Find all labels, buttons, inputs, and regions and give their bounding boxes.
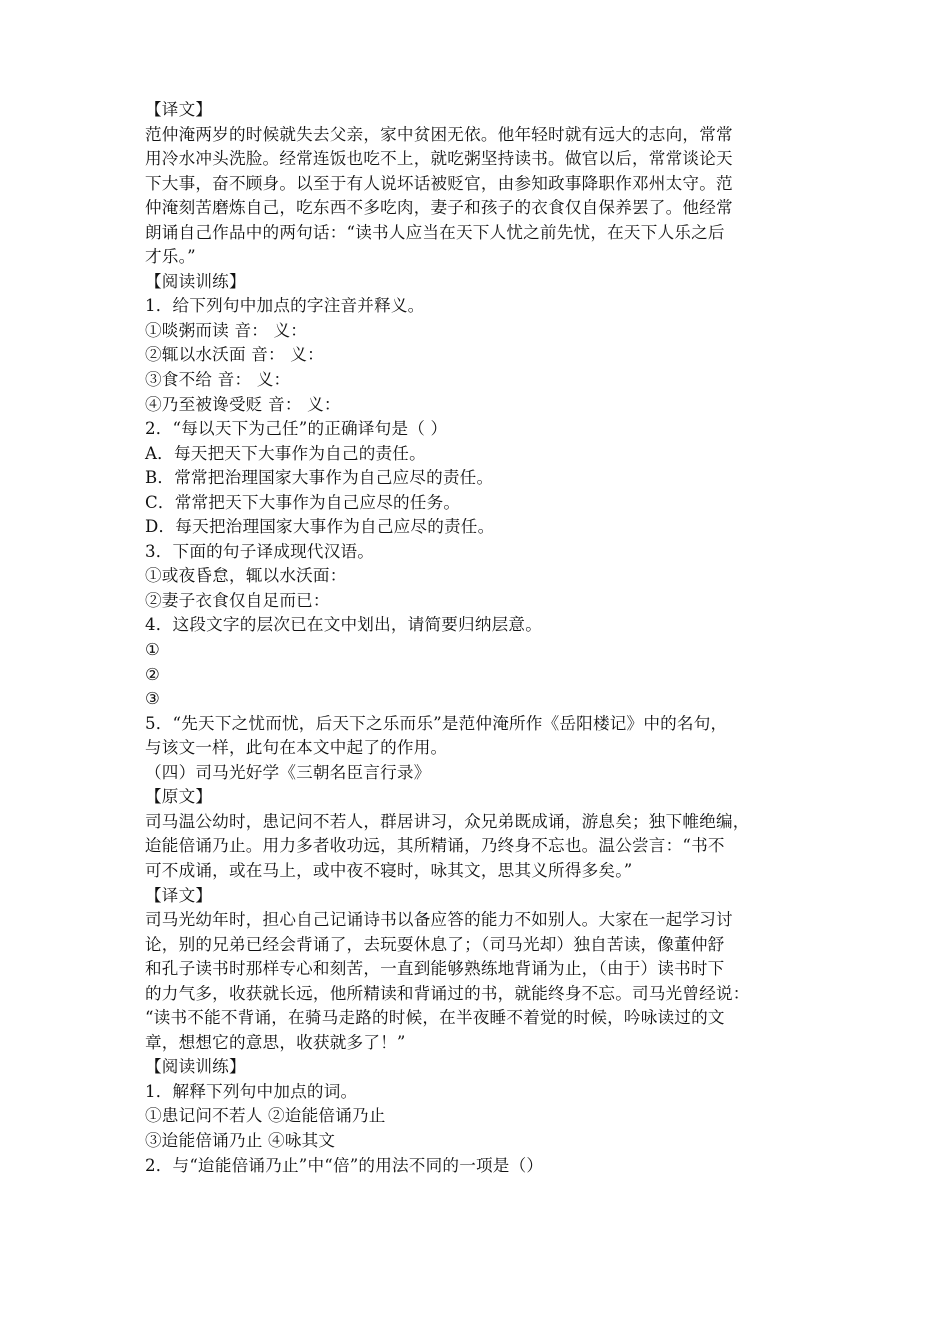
paragraph-line: 司马光幼年时，担心自己记诵诗书以备应答的能力不如别人。大家在一起学习讨 [145,910,733,930]
paragraph-line: 朗诵自己作品中的两句话：“读书人应当在天下人忧之前先忧，在天下人乐之后 [145,222,725,242]
paragraph-line: 和孔子读书时那样专心和刻苦，一直到能够熟练地背诵为止，（由于）读书时下 [145,959,725,979]
option-line: B．常常把治理国家大事作为自己应尽的责任。 [145,468,494,488]
option-line: C．常常把天下大事作为自己应尽的任务。 [145,492,461,512]
section-heading-original: 【原文】 [145,787,213,807]
question-line: ③迨能倍诵乃止 ④咏其文 [145,1130,336,1150]
paragraph-line: 范仲淹两岁的时候就失去父亲，家中贫困无依。他年轻时就有远大的志向，常常 [145,124,733,144]
question-line: 与该文一样，此句在本文中起了的作用。 [145,738,448,758]
paragraph-line: 章，想想它的意思，收获就多了！” [145,1032,406,1052]
question-line: 1．给下列句中加点的字注音并释义。 [145,296,425,316]
question-line: ①患记问不若人 ②迨能倍诵乃止 [145,1106,386,1126]
question-line: ① [145,640,161,660]
section-title: （四）司马光好学《三朝名臣言行录》 [145,762,431,782]
section-heading-exercise: 【阅读训练】 [145,271,246,291]
question-line: 2．与“迨能倍诵乃止”中“倍”的用法不同的一项是（） [145,1155,544,1175]
document-page [145,98,810,1178]
question-line: 5．“先天下之忧而忧，后天下之乐而乐”是范仲淹所作《岳阳楼记》中的名句， [145,713,728,733]
question-line: ②辄以水沃面 音： 义： [145,345,324,365]
question-line: 4．这段文字的层次已在文中划出，请简要归纳层意。 [145,615,543,635]
paragraph-line: 可不成诵，或在马上，或中夜不寝时，咏其文，思其义所得多矣。” [145,860,633,880]
paragraph-line: 司马温公幼时，患记问不若人，群居讲习，众兄弟既成诵，游息矣；独下帷绝编， [145,811,750,831]
paragraph-line: 才乐。” [145,247,196,267]
question-line: ③ [145,689,161,709]
paragraph-line: 迨能倍诵乃止。用力多者收功远，其所精诵，乃终身不忘也。温公尝言：“书不 [145,836,725,856]
option-line: D．每天把治理国家大事作为自己应尽的责任。 [145,517,495,537]
question-line: 1．解释下列句中加点的词。 [145,1081,358,1101]
question-line: ③食不给 音： 义： [145,370,291,390]
question-line: ①啖粥而读 音： 义： [145,320,308,340]
paragraph-line: 的力气多，收获就长远，他所精读和背诵过的书，就能终身不忘。司马光曾经说： [145,983,750,1003]
question-line: ④乃至被谗受贬 音： 义： [145,394,341,414]
paragraph-line: 下大事，奋不顾身。以至于有人说坏话被贬官，由参知政事降职作邓州太守。范 [145,173,733,193]
section-heading-exercise: 【阅读训练】 [145,1057,246,1077]
section-heading-translation: 【译文】 [145,100,213,119]
paragraph-line: 用冷水冲头洗脸。经常连饭也吃不上，就吃粥坚持读书。做官以后，常常谈论天 [145,149,733,169]
question-line: 2．“每以天下为己任”的正确译句是（ ） [145,419,448,439]
paragraph-line: “读书不能不背诵，在骑马走路的时候，在半夜睡不着觉的时候，吟咏读过的文 [145,1008,725,1028]
question-line: ② [145,664,161,684]
paragraph-line: 论，别的兄弟已经会背诵了，去玩耍休息了；（司马光却）独自苦读，像董仲舒 [145,934,725,954]
question-line: 3．下面的句子译成现代汉语。 [145,541,375,561]
question-line: ①或夜昏怠，辄以水沃面： [145,566,347,586]
question-line: ②妻子衣食仅自足而已： [145,590,330,610]
option-line: A．每天把天下大事作为自己的责任。 [145,443,426,463]
paragraph-line: 仲淹刻苦磨炼自己，吃东西不多吃肉，妻子和孩子的衣食仅自保养罢了。他经常 [145,198,733,218]
section-heading-translation: 【译文】 [145,885,213,905]
